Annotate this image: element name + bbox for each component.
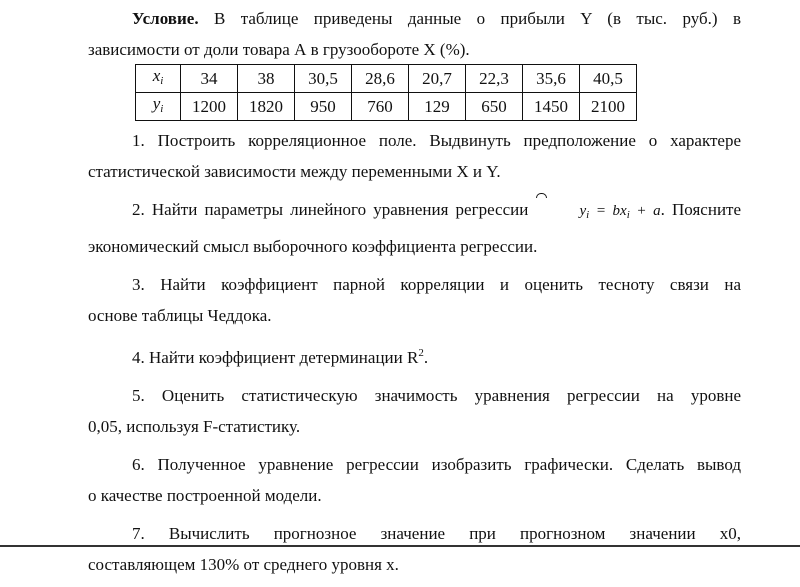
table-cell: 35,6 — [523, 65, 580, 93]
condition-paragraph — [88, 3, 741, 65]
table-cell: 28,6 — [352, 65, 409, 93]
task-item-3: 3. Найти коэффициент парной корреляции и оценить тесноту связи на основе таблицы Чеддока. — [88, 275, 741, 325]
task-item-6: 6. Полученное уравнение регрессии изобразить графически. Сделать вывод о качестве построенной модели. — [88, 455, 741, 505]
task-item-7: 7. Вычислить прогнозное значение при прогнозном значении x0, составляющем 130% от среднего уровня x. — [88, 524, 741, 574]
table-cell: 1200 — [181, 93, 238, 121]
bottom-divider — [0, 545, 800, 547]
table-cell: 40,5 — [580, 65, 637, 93]
table-cell: 2100 — [580, 93, 637, 121]
task-item-4: 4. Найти коэффициент детерминации $R^2$. — [132, 347, 429, 367]
table-cell: 760 — [352, 93, 409, 121]
condition-line-1: В таблице приведены данные о прибыли Y (в тыс. руб.) в — [213, 9, 741, 28]
task-item-1: 1. Построить корреляционное поле. Выдвинуть предположение о характере статистической зависимости между переменными X и Y. — [88, 131, 741, 181]
table-cell: 34 — [181, 65, 238, 93]
condition-label: Условие. — [132, 9, 199, 28]
condition-line-2: зависимости от доли товара А в грузообороте X (%). — [88, 40, 470, 59]
table-cell: 1450 — [523, 93, 580, 121]
task-list — [88, 125, 741, 587]
table-cell: 950 — [295, 93, 352, 121]
table-row-y — [136, 93, 637, 121]
row-header-y: $y_i$ — [136, 93, 181, 121]
table-cell: 22,3 — [466, 65, 523, 93]
table-cell: 20,7 — [409, 65, 466, 93]
table-cell: 129 — [409, 93, 466, 121]
task-item-5: 5. Оценить статистическую значимость уравнения регрессии на уровне 0,05, используя F-статистику. — [88, 386, 741, 436]
regression-formula: $y_i = bx_i + a$ — [535, 203, 660, 219]
table-cell: 1820 — [238, 93, 295, 121]
table-cell: 650 — [466, 93, 523, 121]
row-header-x: $x_i$ — [136, 65, 181, 93]
table-cell: 38 — [238, 65, 295, 93]
data-table — [135, 64, 637, 121]
task-item-2: 2. Найти параметры линейного уравнения регрессии $y_i = bx_i + a$. Поясните экономический смысл выборочного коэффициента регрессии. — [88, 194, 741, 262]
table-row-x — [136, 65, 637, 93]
table-cell: 30,5 — [295, 65, 352, 93]
